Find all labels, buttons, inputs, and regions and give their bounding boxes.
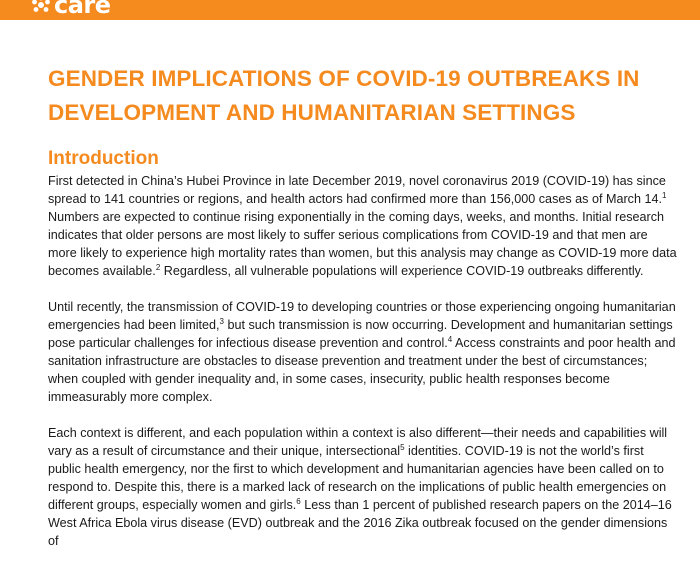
footnote-ref: 1	[662, 191, 666, 200]
paragraph-text: but such transmission is now occurring. Development and humanitarian settings pose particular challenges for infectious disease prevention and control.	[48, 318, 673, 350]
paragraph-text: Less than 1 percent of published research papers on the 2014–16 West Africa Ebola virus disease (EVD) outbreak and the 2016 Zika outbreak focused on the gender dimensions of	[48, 498, 672, 548]
paragraph-text: identities. COVID-19 is not the world’s first public health emergency, nor the first to which development and humanitarian agencies have been called on to respond to. Despite this, there is a marked lack of research on the implications of public health emergencies on different groups, especially women and girls.	[48, 444, 666, 512]
body-text	[48, 172, 678, 568]
paragraph-text: Numbers are expected to continue rising exponentially in the coming days, weeks, and months. Initial research indicates that older persons are most likely to suffer serious complications from COVID-19 and that men are more likely to experience high mortality rates than women, but this analysis may change as COVID-19 more data becomes available.	[48, 210, 677, 278]
paragraph-text: Access constraints and poor health and sanitation infrastructure are obstacles to disease prevention and treatment under the best of circumstances; when coupled with gender inequality and, in some cases, insecurity, public health responses become immeasurably more complex.	[48, 336, 676, 404]
document-title: GENDER IMPLICATIONS OF COVID-19 OUTBREAKS IN DEVELOPMENT AND HUMANITARIAN SETTINGS	[48, 62, 678, 130]
paragraph-text: Each context is different, and each population within a context is also different—their needs and capabilities will vary as a result of circumstance and their unique, intersectional	[48, 426, 667, 458]
paragraph-text: Regardless, all vulnerable populations will experience COVID-19 outbreaks differently.	[160, 264, 643, 278]
paragraph	[48, 424, 678, 550]
paragraph-text: First detected in China’s Hubei Province in late December 2019, novel coronavirus 2019 (COVID-19) has since spread to 141 countries or regions, and health actors had confirmed more than 156,000 cases as of March 14.	[48, 174, 666, 206]
paragraph	[48, 298, 678, 406]
footnote-ref: 2	[156, 263, 160, 272]
care-hands-icon	[30, 0, 52, 16]
footnote-ref: 3	[220, 317, 224, 326]
care-logo	[30, 0, 111, 18]
section-heading: Introduction	[48, 146, 159, 172]
header-bar	[0, 0, 700, 20]
paragraph	[48, 172, 678, 280]
paragraph-text: Until recently, the transmission of COVID-19 to developing countries or those experiencing ongoing humanitarian emergencies had been limited,	[48, 300, 676, 332]
footnote-ref: 6	[296, 497, 300, 506]
logo-text: care	[54, 0, 111, 17]
footnote-ref: 4	[448, 335, 452, 344]
footnote-ref: 5	[400, 443, 404, 452]
